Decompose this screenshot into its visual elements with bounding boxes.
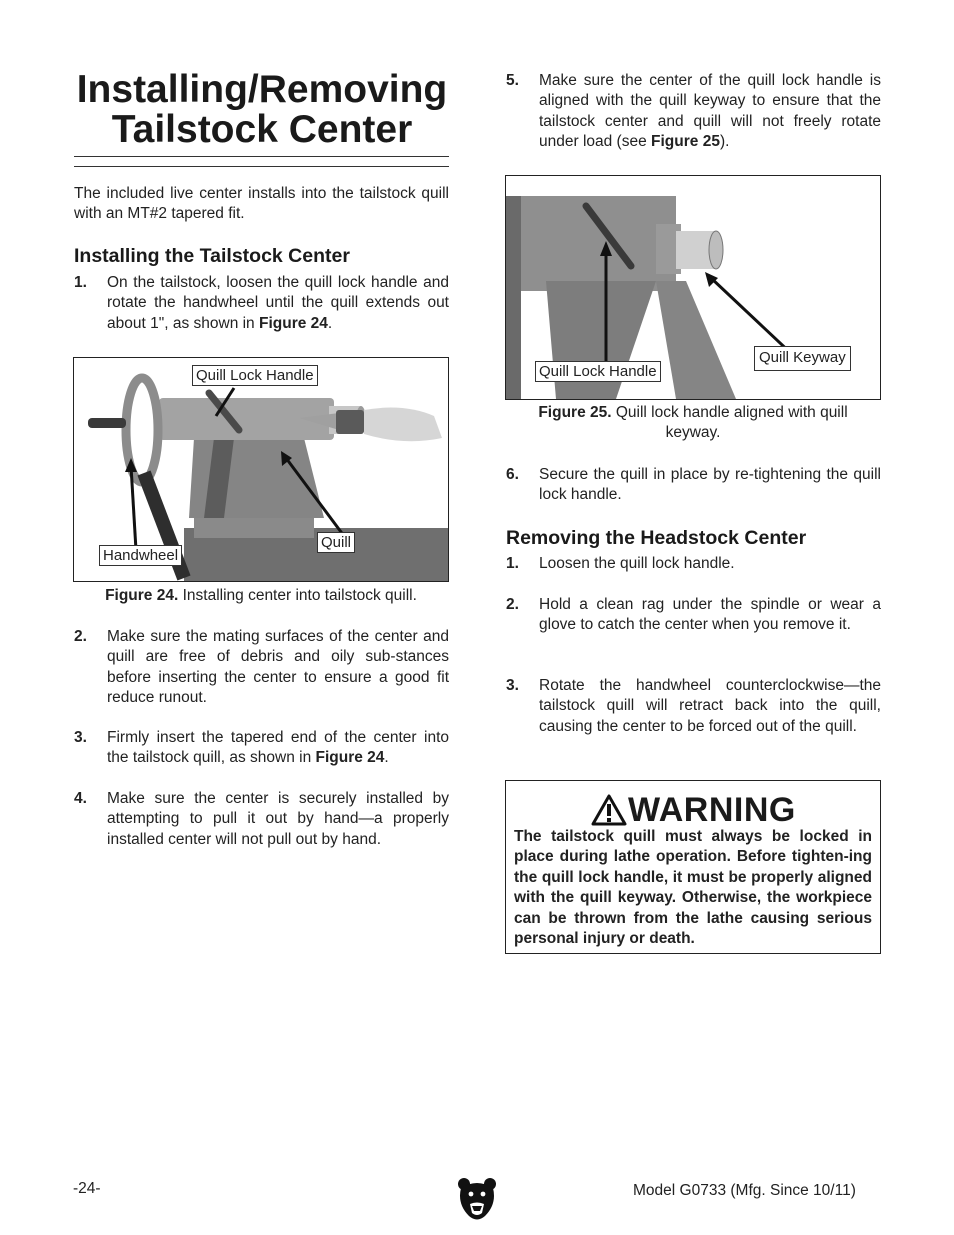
step-text: Make sure the center is securely installed by attempting to pull it out by hand—a properly installed center will not pull out by hand.	[107, 790, 449, 848]
callout-quill-keyway: Quill Keyway	[754, 346, 851, 371]
step-text: Make sure the center of the quill lock handle is aligned with the quill keyway to ensure that the tailstock center and quill will not freely rotate under load (see Figure 25).	[539, 72, 881, 150]
step-number: 1.	[74, 274, 87, 291]
remove-step-2	[506, 595, 881, 657]
callout-quill: Quill	[317, 532, 355, 553]
callout-quill-lock-handle: Quill Lock Handle	[535, 361, 661, 382]
figure-24-photo	[73, 357, 449, 582]
install-heading: Installing the Tailstock Center	[74, 245, 350, 267]
install-step-3	[74, 728, 449, 770]
step-number: 3.	[74, 729, 87, 746]
figure-ref: Figure 24	[259, 314, 328, 332]
remove-step-1	[506, 554, 881, 576]
figure-25-caption: Figure 25. Quill lock handle aligned with quill keyway.	[538, 404, 848, 442]
warning-text: The tailstock quill must always be locked in place during lathe operation. Before tighten-ing the quill lock handle, it must be properly aligned with the quill keyway. Otherwise, the workpiece can be thrown from the lathe causing serious personal injury or death.	[514, 828, 872, 948]
intro-paragraph: The included live center installs into the tailstock quill with an MT#2 tapered fit.	[74, 185, 449, 223]
figure-24-caption: Figure 24. Installing center into tailstock quill.	[105, 587, 417, 604]
warning-triangle-icon	[591, 794, 627, 826]
step-text: On the tailstock, loosen the quill lock handle and rotate the handwheel until the quill extends out about 1", as shown in Figure 24.	[107, 274, 449, 332]
remove-heading: Removing the Headstock Center	[506, 527, 807, 549]
warning-heading: WARNING	[628, 790, 796, 829]
step-number: 2.	[74, 628, 87, 645]
figure-25-photo	[505, 175, 881, 400]
install-step-1	[74, 273, 449, 335]
step-number: 2.	[506, 596, 519, 613]
step-text: Rotate the handwheel counterclockwise—the tailstock quill will retract back into the quill, causing the center to be forced out of the quill.	[539, 677, 881, 735]
callout-handwheel: Handwheel	[99, 545, 182, 566]
step-number: 1.	[506, 555, 519, 572]
warning-box	[505, 780, 881, 954]
page-title	[74, 70, 450, 150]
title-rule-bottom	[74, 166, 449, 167]
install-step-4	[74, 789, 449, 851]
install-step-5	[506, 71, 881, 153]
page-title-line-1: Installing/Removing	[76, 68, 448, 111]
model-info: Model G0733 (Mfg. Since 10/11)	[633, 1182, 856, 1199]
step-text: Firmly insert the tapered end of the center into the tailstock quill, as shown in Figure 24.	[107, 729, 449, 767]
install-step-6	[506, 465, 881, 507]
figure-ref: Figure 24	[315, 749, 385, 767]
step-number: 4.	[74, 790, 87, 807]
step-text: Hold a clean rag under the spindle or wear a glove to catch the center when you remove it.	[539, 596, 881, 634]
step-text: Loosen the quill lock handle.	[539, 555, 735, 572]
title-rule-top	[74, 156, 449, 157]
remove-step-3	[506, 676, 881, 758]
step-number: 6.	[506, 466, 519, 483]
warning-header	[591, 790, 796, 830]
step-text: Make sure the mating surfaces of the center and quill are free of debris and oily sub-stances before inserting the center to ensure a good fit reduce runout.	[107, 628, 449, 706]
step-text: Secure the quill in place by re-tightening the quill lock handle.	[539, 466, 881, 504]
page-title-line-2: Tailstock Center	[111, 108, 413, 151]
callout-quill-lock-handle: Quill Lock Handle	[192, 365, 318, 386]
page-number: -24-	[73, 1180, 101, 1197]
figure-ref: Figure 25	[651, 132, 720, 150]
bear-logo-icon	[457, 1176, 497, 1222]
install-step-2	[74, 627, 449, 709]
step-number: 3.	[506, 677, 519, 694]
step-number: 5.	[506, 72, 519, 89]
